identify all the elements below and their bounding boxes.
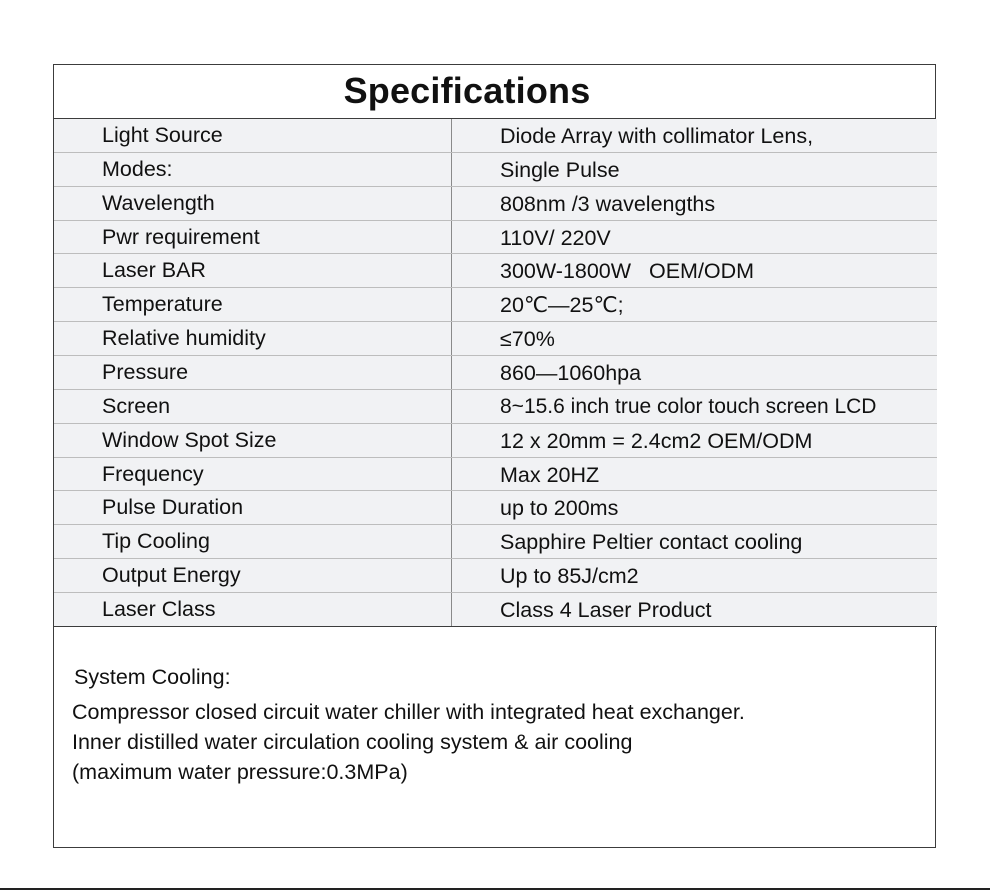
spec-value: Up to 85J/cm2	[500, 564, 639, 589]
spec-row-laser-class	[54, 593, 937, 627]
spec-table	[54, 119, 937, 627]
spec-value: ≤70%	[500, 327, 555, 352]
spec-row-window-spot-size	[54, 424, 937, 458]
spec-label: Output Energy	[54, 559, 452, 592]
spec-label: Relative humidity	[54, 322, 452, 355]
page-title: Specifications	[343, 70, 591, 111]
spec-label: Modes:	[54, 153, 452, 186]
spec-row-modes	[54, 153, 937, 187]
spec-label: Tip Cooling	[54, 525, 452, 558]
system-cooling-notes	[72, 663, 922, 787]
system-cooling-line: Inner distilled water circulation cooling system & air cooling	[72, 730, 633, 754]
spec-value: Sapphire Peltier contact cooling	[500, 530, 803, 555]
spec-label: Window Spot Size	[54, 424, 452, 457]
spec-row-light-source	[54, 119, 937, 153]
spec-row-pressure	[54, 356, 937, 390]
spec-row-temperature	[54, 288, 937, 322]
specifications-sheet	[53, 64, 936, 848]
spec-row-wavelength	[54, 187, 937, 221]
spec-row-laser-bar	[54, 254, 937, 288]
spec-value: 12 x 20mm = 2.4cm2 OEM/ODM	[500, 428, 813, 453]
system-cooling-heading: System Cooling:	[74, 665, 231, 689]
spec-value: 8~15.6 inch true color touch screen LCD	[500, 394, 877, 418]
system-cooling-line: (maximum water pressure:0.3MPa)	[72, 760, 408, 784]
spec-row-frequency	[54, 458, 937, 492]
spec-value: Single Pulse	[500, 157, 620, 182]
spec-value: 110V/ 220V	[500, 225, 611, 250]
spec-row-screen	[54, 390, 937, 424]
spec-row-output-energy	[54, 559, 937, 593]
spec-label: Pwr requirement	[54, 221, 452, 254]
spec-row-relative-humidity	[54, 322, 937, 356]
spec-value: 20℃—25℃;	[500, 293, 624, 318]
spec-value: Max 20HZ	[500, 462, 600, 487]
spec-label: Laser BAR	[54, 254, 452, 287]
spec-label: Frequency	[54, 458, 452, 491]
spec-label: Screen	[54, 390, 452, 423]
spec-label: Wavelength	[54, 187, 452, 220]
spec-label: Temperature	[54, 288, 452, 321]
spec-label: Pressure	[54, 356, 452, 389]
spec-label: Pulse Duration	[54, 491, 452, 524]
spec-value: 300W-1800W OEM/ODM	[500, 259, 755, 284]
bottom-divider	[0, 888, 990, 890]
spec-value: Diode Array with collimator Lens,	[500, 124, 814, 148]
spec-value: 860—1060hpa	[500, 361, 642, 386]
spec-label: Light Source	[54, 119, 452, 152]
system-cooling-line: Compressor closed circuit water chiller with integrated heat exchanger.	[72, 700, 745, 724]
spec-value: 808nm /3 wavelengths	[500, 191, 716, 216]
spec-value: Class 4 Laser Product	[500, 598, 712, 623]
spec-row-pulse-duration	[54, 491, 937, 525]
spec-row-tip-cooling	[54, 525, 937, 559]
title-bar	[54, 65, 935, 119]
spec-value: up to 200ms	[500, 496, 619, 521]
spec-label: Laser Class	[54, 593, 452, 626]
spec-row-pwr-requirement	[54, 221, 937, 255]
